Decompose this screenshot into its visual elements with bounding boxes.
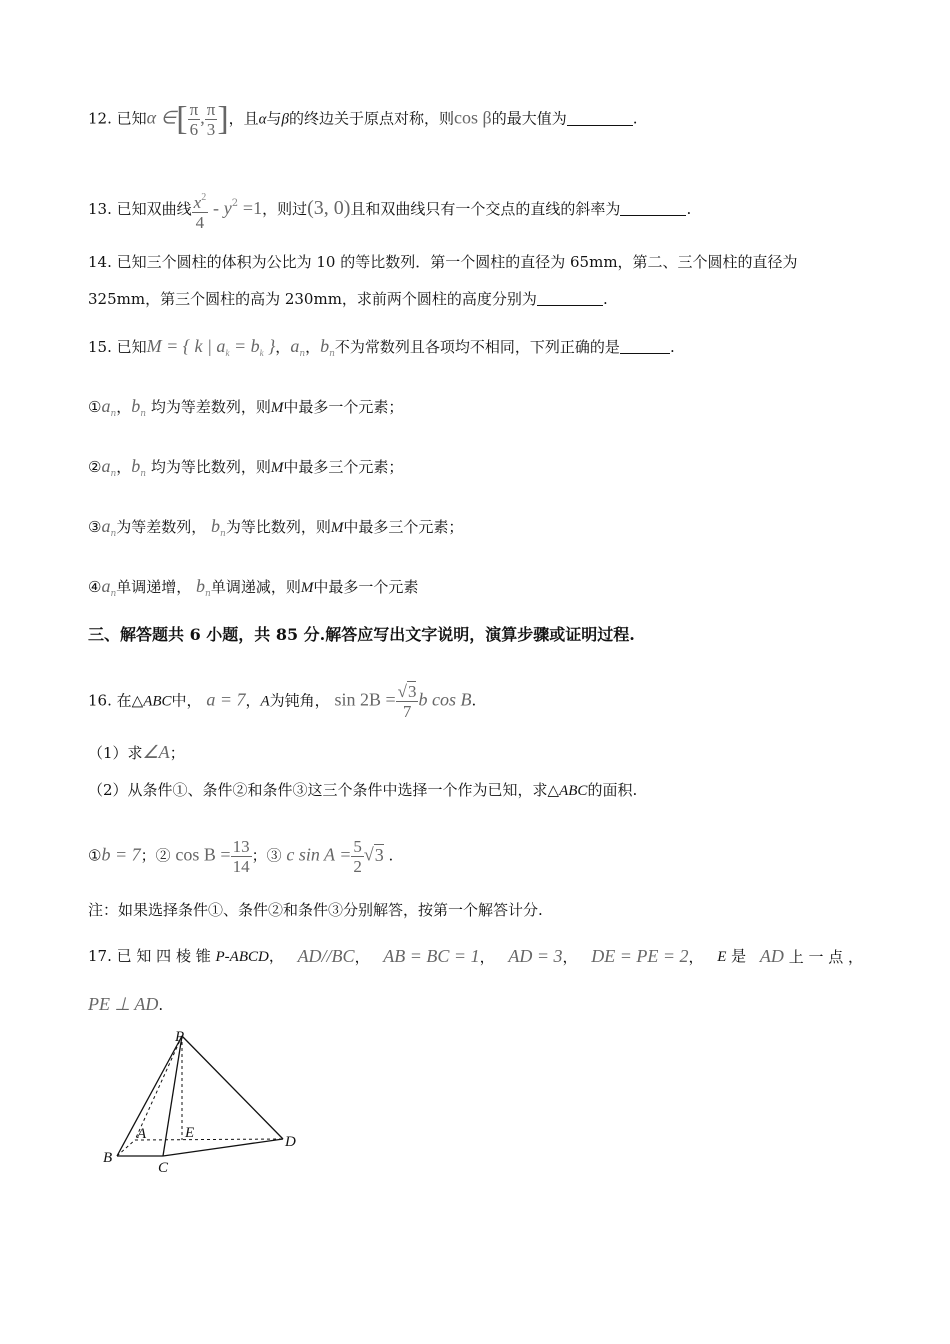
q16-part-2: （2）从条件①、条件②和条件③这三个条件中选择一个作为已知，求△ABC的面积. xyxy=(88,781,638,799)
q16-part-1: （1）求∠A； xyxy=(88,742,185,762)
q12-number: 12. xyxy=(88,109,112,128)
label-P: P xyxy=(175,1029,185,1045)
label-A: A xyxy=(137,1126,147,1142)
answer-blank-14[interactable] xyxy=(537,291,603,306)
option-2: $②a_n$，$b_n$ 均为等比数列，则M中最多三个元素； xyxy=(88,456,404,479)
question-17: 17. 已 知 四 棱 锥 P-ABCD， AD//BC， AB = BC = 1， AD = 3， DE = PE = 2， E 是 AD 上 一 点 ， xyxy=(88,946,863,966)
q12-text: 已知 xyxy=(116,109,147,128)
option-1: $①a_n$，$b_n$ 均为等差数列，则M中最多一个元素； xyxy=(88,396,404,419)
cos-beta: cos β xyxy=(454,107,492,128)
edge-PA xyxy=(135,1036,182,1140)
question-12: 12. 已知α ∈[ $\frac{\pi}{6}$ , $\frac{\pi}{3}$ ]，且α与β的终边关于原点对称，则cos β的最大值为 . xyxy=(88,100,638,139)
frac-x2-4: $\frac{x^2}{4}$ xyxy=(192,188,209,232)
pyramid-figure xyxy=(95,1022,315,1182)
label-C: C xyxy=(158,1160,169,1176)
label-E: E xyxy=(185,1125,195,1141)
question-15: 15. 已知M = { k | $a_k = b_k$ }，$a_n$，$b_n$不为常数列且各项均不相同，下列正确的是 . xyxy=(88,336,675,359)
answer-blank-13[interactable] xyxy=(620,201,686,216)
edge-BA xyxy=(117,1140,135,1156)
sin-2b: sin 2B = xyxy=(334,689,396,710)
left-bracket: [ xyxy=(176,100,188,138)
question-16: 16. 在△ABC中， a = 7，A为钝角， sin 2B = $\frac{√3}{7}$ b cos B. xyxy=(88,682,477,721)
question-13: 13. 已知双曲线 $\frac{x^2}{4}$ - $y^2 =1$，则过(3, 0)且和双曲线只有一个交点的直线的斜率为 . xyxy=(88,188,691,232)
edge-AD xyxy=(135,1139,283,1140)
q17-line2: PE ⊥ AD. xyxy=(88,994,164,1014)
frac-sqrt3-7: $\frac{√3}{7}$ xyxy=(397,682,417,721)
edge-CD xyxy=(163,1139,283,1156)
answer-blank-15[interactable] xyxy=(620,339,670,354)
q16-conditions: ①b = 7；② cos B = $\frac{13}{14}$ ；③ c sin A = $\frac{5}{2}$ √3 . xyxy=(88,837,394,876)
frac-pi-6: $\frac{\pi}{6}$ xyxy=(189,100,199,139)
question-14-line2: 325mm，第三个圆柱的高为 230mm，求前两个圆柱的高度分别为 . xyxy=(88,290,608,308)
option-3: $③a_n$为等差数列， $b_n$为等比数列，则M中最多三个元素； xyxy=(88,516,464,539)
option-4: $④a_n$单调递增， $b_n$单调递减，则M中最多一个元素 xyxy=(88,576,419,599)
q12-alpha-in: α ∈ xyxy=(146,107,177,128)
edge-PD xyxy=(182,1036,283,1139)
section-3-heading: 三、解答题共 6 小题，共 85 分.解答应写出文字说明，演算步骤或证明过程. xyxy=(88,625,635,644)
set-M: M = { k | $a_k = b_k$ } xyxy=(146,336,276,358)
label-B: B xyxy=(103,1150,113,1166)
q16-note: 注：如果选择条件①、条件②和条件③分别解答，按第一个解答计分. xyxy=(88,901,543,919)
answer-blank-12[interactable] xyxy=(567,111,633,126)
frac-pi-3: $\frac{\pi}{3}$ xyxy=(206,100,216,139)
right-bracket: ] xyxy=(217,100,229,138)
question-14-line1: 14. 已知三个圆柱的体积为公比为 10 的等比数列．第一个圆柱的直径为 65mm，第二、三个圆柱的直径为 xyxy=(88,253,798,271)
label-D: D xyxy=(285,1134,296,1150)
point-3-0: (3, 0) xyxy=(307,197,351,219)
